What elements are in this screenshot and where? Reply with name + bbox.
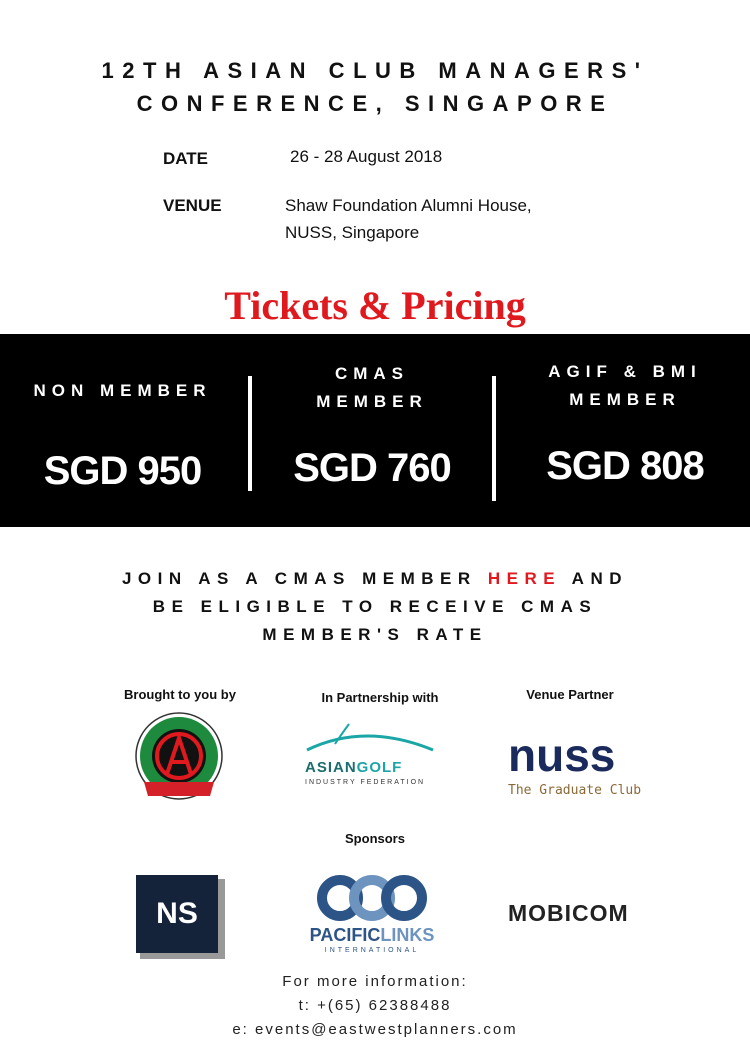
venue-label: VENUE (163, 196, 222, 215)
logo-text: PACIFIC (309, 925, 381, 945)
tier-label: MEMBER (316, 392, 428, 411)
logo-text: LINKS (380, 925, 435, 945)
logo-text: INTERNATIONAL (324, 947, 420, 954)
tier-non-member (0, 377, 245, 494)
contact-phone: t: +(65) 62388488 (298, 997, 452, 1014)
divider (492, 376, 496, 501)
logo-text: The Graduate Club (508, 783, 642, 798)
cma-logo (134, 712, 224, 804)
join-text: JOIN AS A CMAS MEMBER (121, 569, 488, 588)
logo-text: ASIAN (305, 759, 357, 776)
join-cta (0, 565, 750, 649)
mobicom-logo: MOBICOM (508, 900, 629, 926)
ns-logo: NS (136, 875, 218, 953)
asian-golf-logo (305, 722, 445, 788)
pricing-heading: Tickets & Pricing (224, 283, 526, 328)
tier-price: SGD 760 (293, 446, 451, 490)
logo-text: nuss (508, 729, 616, 781)
tier-agif-bmi-member (500, 358, 750, 489)
tier-price: SGD 808 (546, 444, 704, 488)
tier-label: NON MEMBER (33, 381, 212, 400)
tier-label: CMAS (334, 364, 410, 383)
title-line-2: CONFERENCE, SINGAPORE (136, 91, 614, 116)
contact-email[interactable]: e: events@eastwestplanners.com (232, 1021, 518, 1038)
join-here-link[interactable]: HERE (487, 569, 562, 588)
venue-line-2: NUSS, Singapore (285, 223, 420, 242)
pricing-band (0, 334, 750, 527)
pacific-links-logo (297, 874, 447, 956)
contact-info (0, 970, 750, 1042)
venue-partner-label: Venue Partner (526, 687, 614, 702)
logo-text: GOLF (356, 759, 403, 776)
venue-line-1: Shaw Foundation Alumni House, (285, 196, 532, 215)
tier-cmas-member (252, 360, 492, 491)
brought-label: Brought to you by (124, 687, 236, 702)
partnership-label: In Partnership with (321, 690, 439, 705)
nuss-logo (508, 728, 658, 800)
join-text: BE ELIGIBLE TO RECEIVE CMAS (152, 597, 598, 616)
tier-label: AGIF & BMI (548, 362, 702, 381)
date-value: 26 - 28 August 2018 (290, 147, 443, 166)
date-label: DATE (163, 149, 209, 168)
contact-heading: For more information: (282, 973, 468, 990)
tier-price: SGD 950 (43, 449, 202, 493)
join-text: MEMBER'S RATE (262, 625, 488, 644)
logo-text: INDUSTRY FEDERATION (305, 779, 426, 786)
tier-label: MEMBER (569, 390, 681, 409)
sponsors-label: Sponsors (345, 831, 405, 846)
join-text: AND (561, 569, 629, 588)
title-line-1: 12TH ASIAN CLUB MANAGERS' (101, 58, 649, 83)
